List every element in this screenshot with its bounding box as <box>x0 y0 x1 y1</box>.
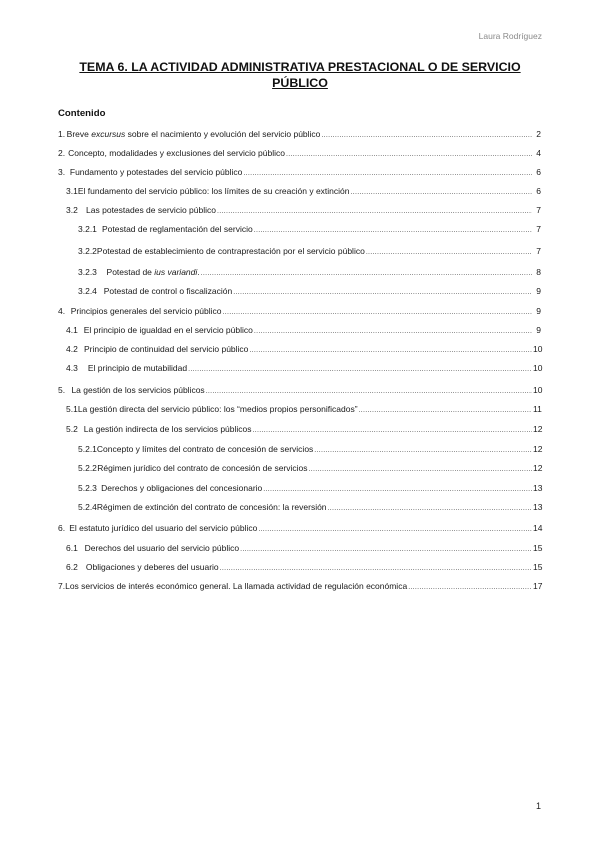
toc-entry-title: Potestad de control o fiscalización <box>103 286 233 296</box>
dot-leader <box>366 246 532 259</box>
toc-entry-title: Concepto, modalidades y exclusiones del servicio público <box>68 148 285 158</box>
toc-entry[interactable] <box>0 542 541 555</box>
toc-entry-title: Breve excursus sobre el nacimiento y evolución del servicio público <box>66 129 321 139</box>
toc-entry[interactable] <box>0 580 541 593</box>
toc-entry[interactable] <box>0 403 541 416</box>
dot-leader <box>188 363 532 376</box>
toc-entry[interactable] <box>0 266 541 279</box>
toc-entry[interactable] <box>0 362 541 375</box>
toc-entry-title: El fundamento del servicio público: los límites de su creación y extinción <box>77 186 350 196</box>
toc-entry-title: El estatuto jurídico del usuario del servicio público <box>69 523 258 533</box>
dot-leader <box>254 224 532 237</box>
dot-leader <box>408 581 532 594</box>
dot-leader <box>351 186 533 199</box>
toc-entry-number: 6.1 <box>66 543 78 553</box>
toc-entry-page: 2 <box>536 129 541 139</box>
toc-entry[interactable] <box>0 462 541 475</box>
toc-entry[interactable] <box>0 384 541 397</box>
toc-entry-page: 6 <box>536 186 541 196</box>
toc-entry-page: 12 <box>533 463 543 473</box>
toc-entry-number: 5.2 <box>66 424 78 434</box>
dot-leader <box>321 129 532 142</box>
toc-entry-number: 4.2 <box>66 344 78 354</box>
toc-entry-number: 4. <box>58 306 66 316</box>
dot-leader <box>263 483 532 496</box>
toc-entry-title: Régimen de extinción del contrato de concesión: la reversión <box>96 502 327 512</box>
dot-leader <box>359 404 532 417</box>
toc-entry-number: 7. <box>58 581 66 591</box>
toc-entry-title: Las potestades de servicio público <box>86 205 216 215</box>
toc-entry-title: Derechos del usuario del servicio público <box>84 543 240 553</box>
toc-entry[interactable] <box>0 166 541 179</box>
toc-entry-title: Obligaciones y deberes del usuario <box>85 562 219 572</box>
toc-entry-title: Fundamento y potestades del servicio público <box>69 167 243 177</box>
toc-entry-page: 9 <box>536 286 541 296</box>
toc-entry-page: 7 <box>536 246 541 256</box>
toc-entry-title: El principio de igualdad en el servicio público <box>83 325 253 335</box>
toc-entry-number: 5.2.3 <box>78 483 97 493</box>
toc-entry-page: 14 <box>533 523 543 533</box>
toc-entry-number: 6.2 <box>66 562 78 572</box>
toc-entry-page: 6 <box>536 167 541 177</box>
page-number: 1 <box>535 801 541 811</box>
toc-entry-page: 15 <box>533 543 543 553</box>
toc-entry-number: 6. <box>58 523 66 533</box>
toc-entry-number: 3.2.2 <box>78 246 97 256</box>
toc-entry[interactable] <box>0 147 541 160</box>
toc-entry-page: 12 <box>533 444 543 454</box>
dot-leader <box>220 562 532 575</box>
dot-leader <box>328 502 532 515</box>
toc-entry-page: 4 <box>536 148 541 158</box>
toc-entry-title: Principios generales del servicio público <box>70 306 222 316</box>
toc-entry-title: La gestión de los servicios públicos <box>71 385 205 395</box>
toc-entry-title: Potestad de ius variandi. <box>106 267 200 277</box>
toc-entry-page: 10 <box>533 385 543 395</box>
toc-entry[interactable] <box>0 501 541 514</box>
toc-entry-title: Los servicios de interés económico general. La llamada actividad de regulación económica <box>65 581 408 591</box>
toc-entry-page: 12 <box>533 424 543 434</box>
dot-leader <box>206 385 532 398</box>
toc-entry[interactable] <box>0 324 541 337</box>
toc-entry-number: 3.2.1 <box>78 224 97 234</box>
dot-leader <box>309 463 532 476</box>
toc-entry-page: 13 <box>533 483 543 493</box>
toc-entry-page: 11 <box>533 404 542 414</box>
dot-leader <box>286 148 532 161</box>
dot-leader <box>201 267 532 280</box>
toc-entry-number: 5. <box>58 385 66 395</box>
dot-leader <box>243 167 532 180</box>
toc-entry-page: 10 <box>533 363 543 373</box>
toc-entry-number: 5.2.4 <box>78 502 97 512</box>
toc-entry-page: 9 <box>536 325 541 335</box>
toc-entry-page: 7 <box>536 224 541 234</box>
toc-entry-title: Concepto y límites del contrato de concesión de servicios <box>96 444 314 454</box>
dot-leader <box>249 344 532 357</box>
toc-entry-page: 8 <box>536 267 541 277</box>
toc-entry-page: 9 <box>536 306 541 316</box>
toc-entry[interactable] <box>0 343 541 356</box>
toc-entry[interactable] <box>0 285 541 298</box>
toc-entry[interactable] <box>0 522 541 535</box>
toc-entry[interactable] <box>0 423 541 436</box>
toc-entry-number: 5.2.1 <box>78 444 97 454</box>
toc-entry-number: 5.1 <box>66 404 78 414</box>
toc-entry[interactable] <box>0 443 541 456</box>
contents-heading: Contenido <box>58 108 106 119</box>
toc-entry-number: 3.2.3 <box>78 267 97 277</box>
author-header: Laura Rodríguez <box>478 31 542 41</box>
toc-entry-title: Potestad de establecimiento de contraprestación por el servicio público <box>96 246 365 256</box>
toc-entry-number: 2. <box>58 148 66 158</box>
toc-entry-number: 5.2.2 <box>78 463 97 473</box>
document-title: TEMA 6. LA ACTIVIDAD ADMINISTRATIVA PRESTACIONAL O DE SERVICIO PÚBLICO <box>79 60 521 90</box>
toc-entry-page: 15 <box>533 562 543 572</box>
toc-entry[interactable] <box>0 223 541 236</box>
toc-entry-title: Régimen jurídico del contrato de concesión de servicios <box>97 463 308 473</box>
toc-entry-number: 3.2.4 <box>78 286 97 296</box>
toc-entry[interactable] <box>0 561 541 574</box>
toc-entry-title: La gestión directa del servicio público: los “medios propios personificados” <box>77 404 358 414</box>
dot-leader <box>254 325 532 338</box>
toc-entry-page: 10 <box>533 344 543 354</box>
toc-entry-number: 3.1 <box>66 186 78 196</box>
toc-entry-title: El principio de mutabilidad <box>87 363 188 373</box>
dot-leader <box>222 306 532 319</box>
toc-entry-number: 4.1 <box>66 325 78 335</box>
dot-leader <box>314 444 532 457</box>
toc-entry-title: Principio de continuidad del servicio público <box>83 344 249 354</box>
toc-entry-page: 13 <box>533 502 543 512</box>
toc-entry-title: La gestión indirecta de los servicios públicos <box>83 424 252 434</box>
toc-entry-page: 17 <box>533 581 543 591</box>
toc-entry-page: 7 <box>536 205 541 215</box>
toc-entry[interactable] <box>0 204 541 217</box>
dot-leader <box>217 205 532 218</box>
toc-entry[interactable] <box>0 128 541 141</box>
toc-entry[interactable] <box>0 185 541 198</box>
toc-entry[interactable] <box>0 305 541 318</box>
toc-entry[interactable] <box>0 482 541 495</box>
toc-entry-number: 1. <box>58 129 66 139</box>
dot-leader <box>233 286 532 299</box>
toc-entry-number: 4.3 <box>66 363 78 373</box>
dot-leader <box>240 543 532 556</box>
toc-entry-number: 3. <box>58 167 66 177</box>
toc-entry-title: Potestad de reglamentación del servicio <box>101 224 253 234</box>
dot-leader <box>253 424 532 437</box>
toc-entry-number: 3.2 <box>66 205 78 215</box>
dot-leader <box>258 523 532 536</box>
toc-entry-title: Derechos y obligaciones del concesionario <box>101 483 263 493</box>
toc-entry[interactable] <box>0 245 541 258</box>
